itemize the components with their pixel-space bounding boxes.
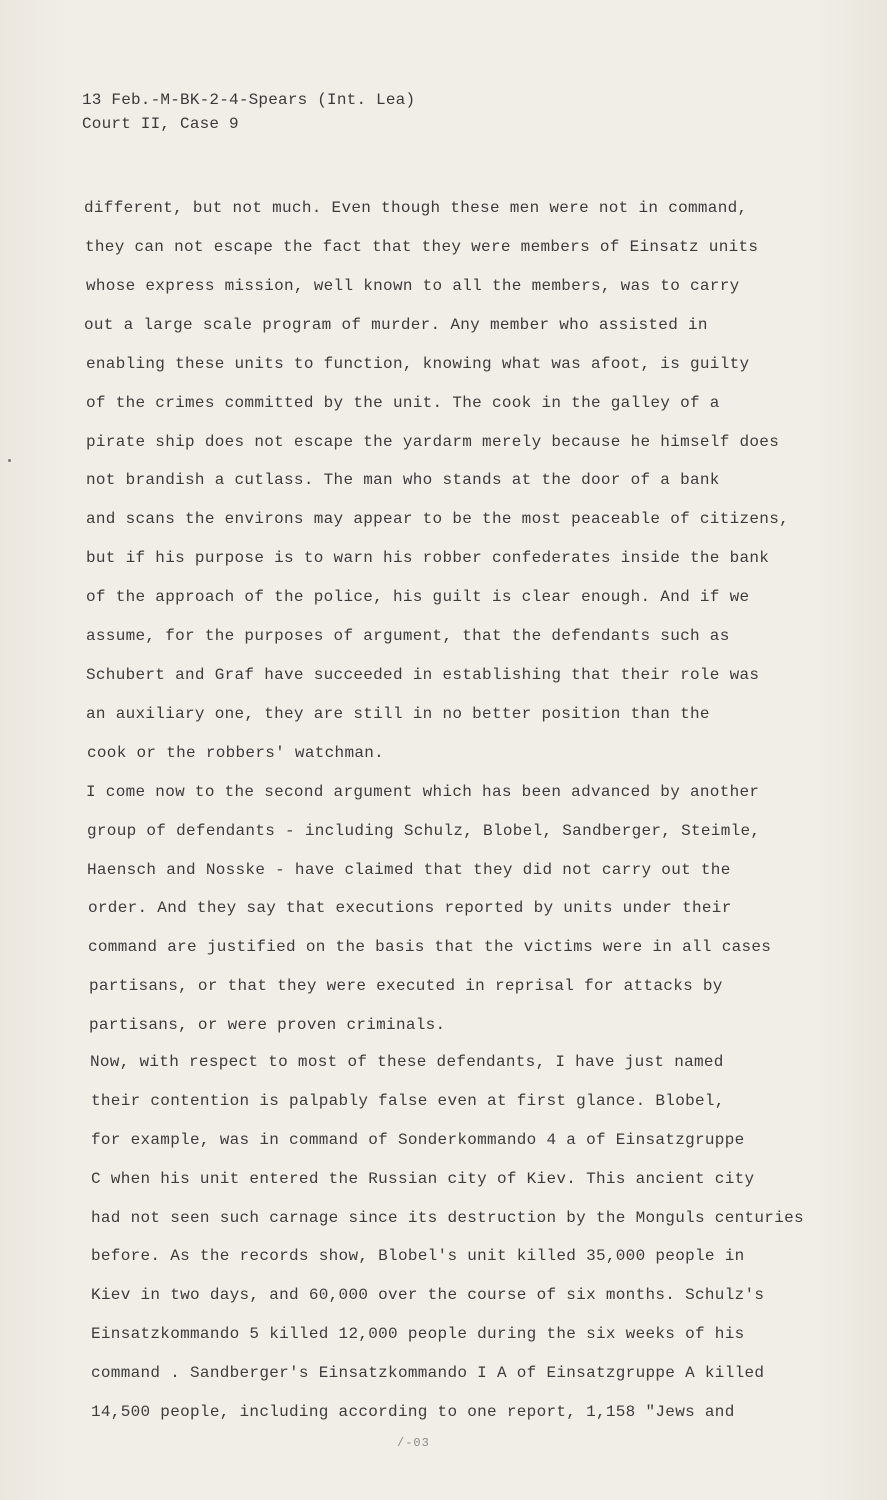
header-line-session: 13 Feb.-M-BK-2-4-Spears (Int. Lea)	[82, 91, 416, 109]
text-line: assume, for the purposes of argument, that the defendants such as	[86, 627, 730, 645]
text-line: enabling these units to function, knowing what was afoot, is guilty	[86, 355, 750, 373]
text-line: Schubert and Graf have succeeded in establishing that their role was	[86, 666, 760, 684]
text-line: cook or the robbers' watchman.	[87, 744, 385, 762]
text-line: partisans, or were proven criminals.	[89, 1016, 446, 1034]
text-line: partisans, or that they were executed in reprisal for attacks by	[89, 977, 723, 995]
text-line: command are justified on the basis that the victims were in all cases	[88, 938, 772, 956]
text-line: command . Sandberger's Einsatzkommando I A of Einsatzgruppe A killed	[91, 1364, 765, 1382]
text-line: for example, was in command of Sonderkommando 4 a of Einsatzgruppe	[91, 1131, 745, 1149]
document-header	[82, 88, 415, 136]
text-line: order. And they say that executions reported by units under their	[88, 899, 732, 917]
text-line: before. As the records show, Blobel's unit killed 35,000 people in	[91, 1247, 745, 1265]
text-line: different, but not much. Even though these men were not in command,	[84, 199, 748, 217]
text-line: not brandish a cutlass. The man who stands at the door of a bank	[86, 471, 720, 489]
page-number: /-03	[397, 1436, 430, 1450]
text-line: Einsatzkommando 5 killed 12,000 people during the six weeks of his	[91, 1325, 745, 1343]
text-line: Kiev in two days, and 60,000 over the course of six months. Schulz's	[91, 1286, 765, 1304]
text-line: Haensch and Nosske - have claimed that they did not carry out the	[87, 861, 731, 879]
text-line: pirate ship does not escape the yardarm merely because he himself does	[86, 433, 780, 451]
header-line-court: Court II, Case 9	[82, 115, 239, 133]
text-line: Now, with respect to most of these defendants, I have just named	[90, 1053, 724, 1071]
text-line: and scans the environs may appear to be the most peaceable of citizens,	[86, 510, 790, 528]
text-line: group of defendants - including Schulz, Blobel, Sandberger, Steimle,	[87, 822, 761, 840]
text-line: their contention is palpably false even at first glance. Blobel,	[91, 1092, 725, 1110]
paper-speck	[8, 459, 11, 462]
text-line: I come now to the second argument which has been advanced by another	[86, 783, 760, 801]
text-line: out a large scale program of murder. Any member who assisted in	[84, 316, 708, 334]
text-line: of the approach of the police, his guilt is clear enough. And if we	[86, 588, 750, 606]
text-line: C when his unit entered the Russian city of Kiev. This ancient city	[91, 1170, 755, 1188]
text-line: whose express mission, well known to all the members, was to carry	[86, 277, 740, 295]
text-line: but if his purpose is to warn his robber confederates inside the bank	[86, 549, 770, 567]
text-line: an auxiliary one, they are still in no better position than the	[86, 705, 710, 723]
text-line: had not seen such carnage since its destruction by the Monguls centuries	[91, 1209, 804, 1227]
text-line: 14,500 people, including according to one report, 1,158 "Jews and	[91, 1403, 735, 1421]
text-line: of the crimes committed by the unit. The cook in the galley of a	[86, 394, 720, 412]
text-line: they can not escape the fact that they were members of Einsatz units	[85, 238, 759, 256]
